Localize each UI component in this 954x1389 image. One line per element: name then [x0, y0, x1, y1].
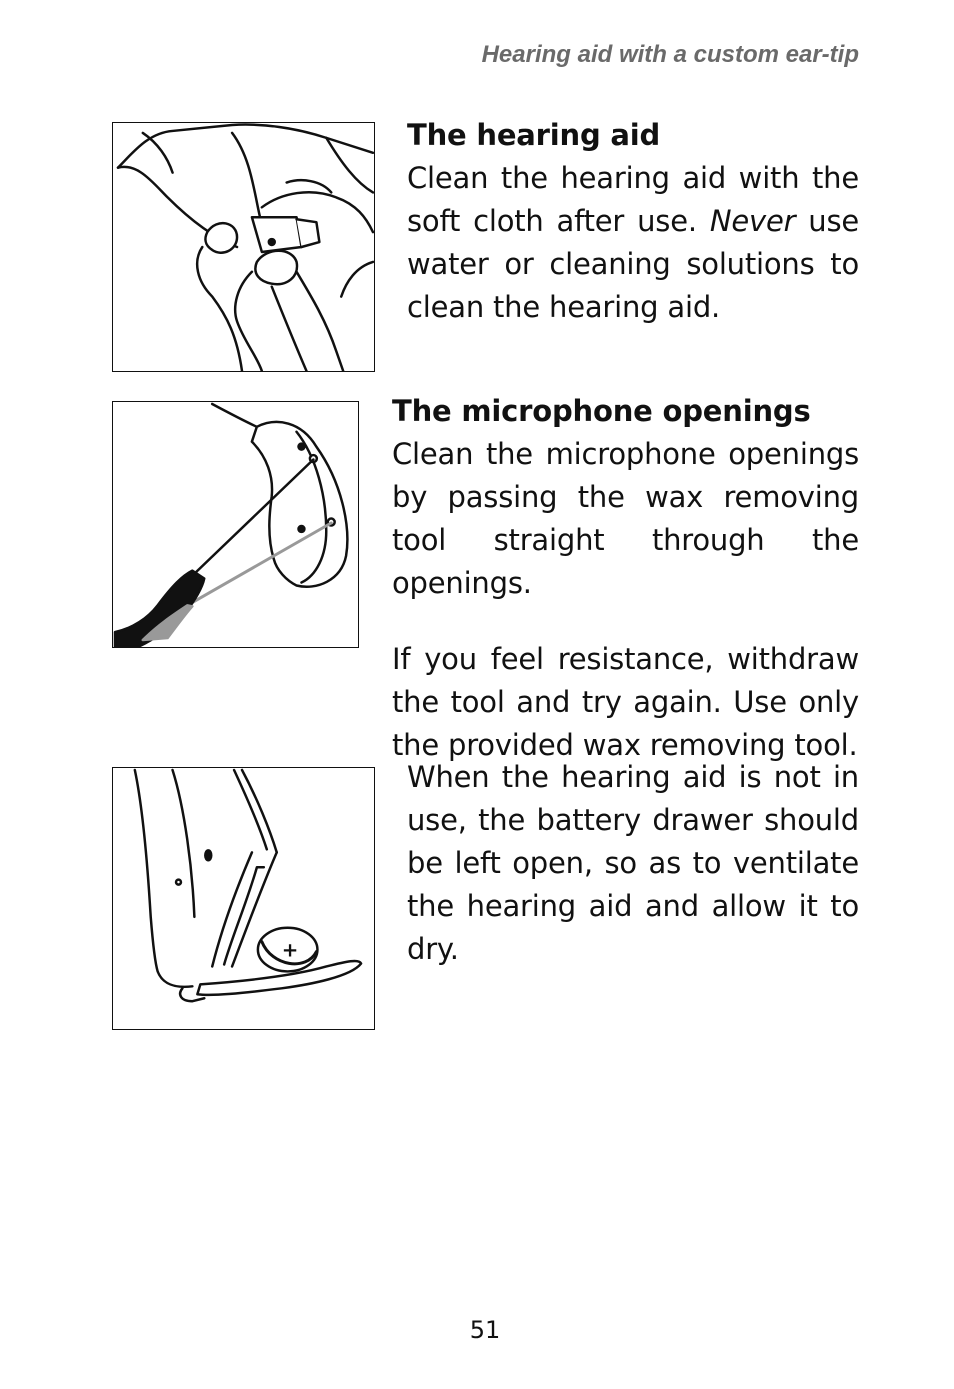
- hands-cleaning-hearing-aid-icon: [113, 123, 374, 371]
- figure-battery-drawer: [112, 767, 375, 1030]
- body-text: Clean the hearing aid with the soft cloth after use.: [407, 161, 859, 238]
- battery-plus-symbol: +: [281, 938, 299, 962]
- section-body-microphone: Clean the microphone openings by passing the wax removing tool straight through the openings.: [392, 437, 859, 600]
- page-number: 51: [469, 1316, 501, 1344]
- section-microphone-openings: [392, 390, 859, 767]
- figure-cleaning-hearing-aid: [112, 122, 375, 372]
- section-heading-hearing-aid: The hearing aid: [407, 118, 661, 152]
- section-hearing-aid: [407, 114, 859, 329]
- body-text: use water or cleaning solutions to clean the hearing aid.: [407, 204, 860, 324]
- running-header: Hearing aid with a custom ear-tip: [481, 41, 859, 68]
- figure-microphone-openings: [112, 401, 359, 648]
- section-body-hearing-aid: [407, 157, 859, 329]
- section-body-resistance: If you feel resistance, withdraw the tool and try again. Use only the provided wax removing tool.: [392, 642, 859, 762]
- battery-drawer-open-icon: [113, 768, 374, 1029]
- section-battery-drawer: [407, 756, 859, 971]
- section-heading-microphone: The microphone openings: [392, 394, 811, 428]
- wax-tool-microphone-icon: [113, 402, 358, 647]
- section-body-battery: When the hearing aid is not in use, the battery drawer should be left open, so as to ventilate the hearing aid and allow it to dry.: [407, 760, 859, 966]
- emphasis-never: Never: [709, 204, 796, 238]
